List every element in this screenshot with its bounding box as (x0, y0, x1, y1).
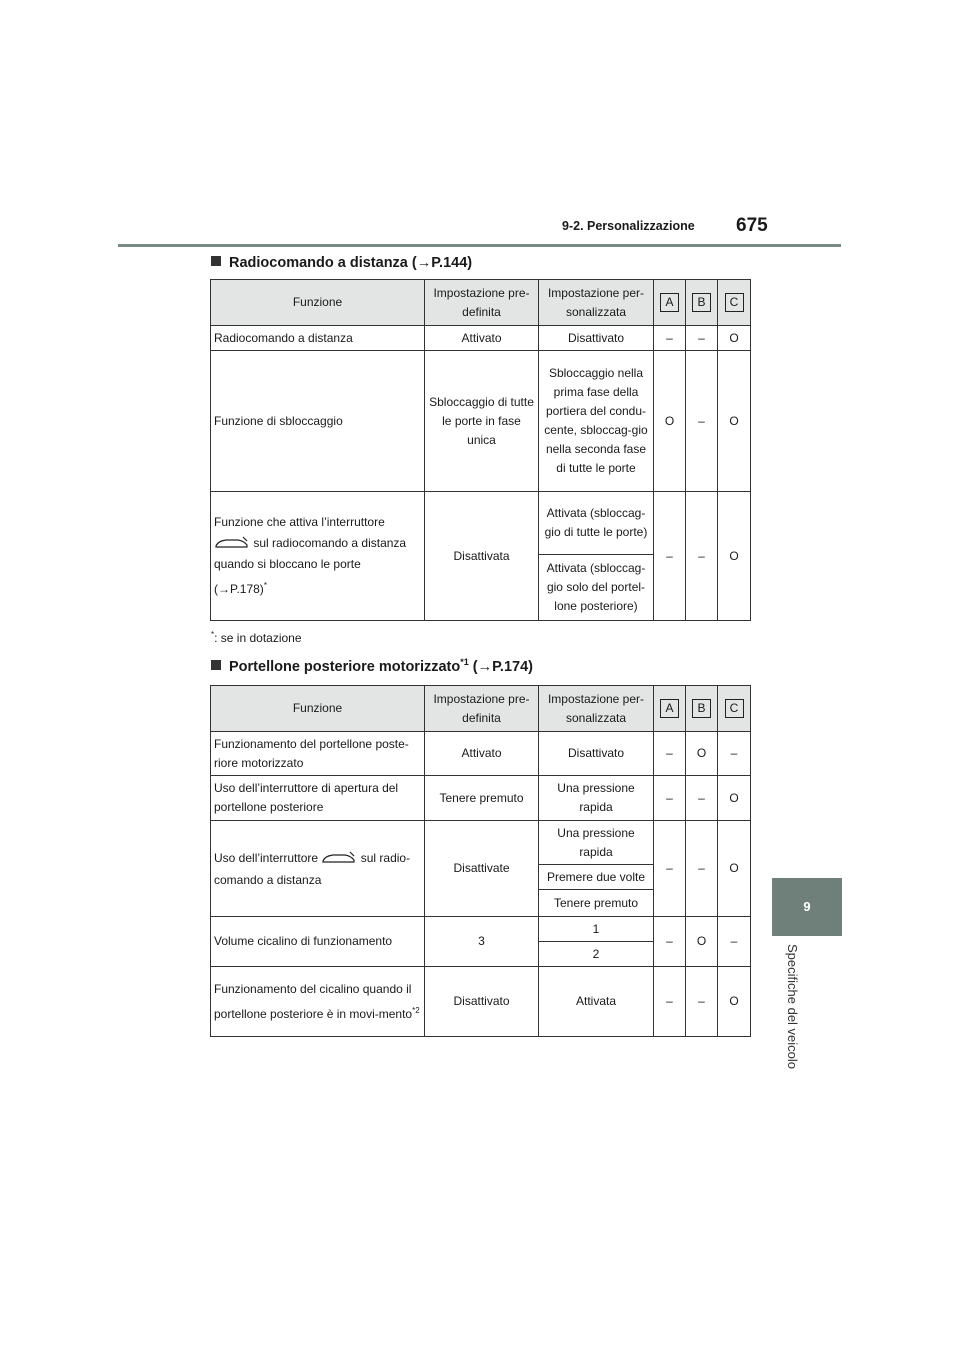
col-funzione: Funzione (211, 280, 425, 326)
col-b: B (686, 280, 718, 326)
table-row: Funzione di sbloccaggio Sbloccaggio di tutte le porte in fase unica Sbloccaggio nella prima fase della portiera del condu-cente, sbloccag-gio nella seconda fase di tutte le porte O – O (211, 351, 751, 492)
section-title-tailgate: Portellone posteriore motorizzato$^{*1}$ (→P.174) (211, 657, 533, 675)
col-a: A (654, 686, 686, 732)
col-default: Impostazione pre-definita (425, 280, 539, 326)
header-divider (118, 244, 841, 247)
bullet-square-icon (211, 660, 221, 670)
tailgate-key-icon (214, 535, 250, 549)
table-row: Uso dell’interruttore sul radio-comando a distanza Disattivate Una pressione rapida – – O (211, 821, 751, 865)
table-row: Tenere premuto (211, 890, 751, 917)
table-row: 2 (211, 942, 751, 967)
col-c: C (718, 686, 751, 732)
col-a: A (654, 280, 686, 326)
table-header-row (211, 686, 751, 732)
tailgate-key-icon (321, 850, 357, 864)
footnote: *: se in dotazione (211, 630, 302, 645)
chapter-tab[interactable]: 9 (772, 878, 842, 936)
table-row: Radiocomando a distanza Attivato Disattivato – – O (211, 326, 751, 351)
col-default: Impostazione pre-definita (425, 686, 539, 732)
section-title-remote: Radiocomando a distanza (→P.144) (211, 255, 472, 271)
col-custom: Impostazione per-sonalizzata (539, 280, 654, 326)
table-row: Funzionamento del cicalino quando il portellone posteriore è in movi-mento$^{*2}$ Disattivato Attivata – – O (211, 967, 751, 1037)
table-row: Attivata (sbloccag-gio solo del portel-lone posteriore) (211, 555, 751, 621)
table-tailgate-settings (210, 685, 751, 1037)
chapter-label: Specifiche del veicolo (785, 944, 800, 1070)
col-c: C (718, 280, 751, 326)
table-row: Funzione che attiva l’interruttore sul radiocomando a distanza quando si bloccano le porte (→P.178)* Disattivata Attivata (sbloccag-gio di tutte le porte) – – O (211, 492, 751, 555)
col-b: B (686, 686, 718, 732)
table-row: Uso dell’interruttore di apertura del portellone posteriore Tenere premuto Una pressione rapida – – O (211, 776, 751, 821)
bullet-square-icon (211, 256, 221, 266)
table-header-row (211, 280, 751, 326)
page-number: 675 (736, 215, 768, 236)
section-heading: 9-2. Personalizzazione (562, 219, 695, 233)
table-row: Funzionamento del portellone poste-riore motorizzato Attivato Disattivato – O – (211, 732, 751, 776)
table-row: Premere due volte (211, 865, 751, 890)
col-custom: Impostazione per-sonalizzata (539, 686, 654, 732)
table-row: Volume cicalino di funzionamento 3 1 – O – (211, 917, 751, 942)
col-funzione: Funzione (211, 686, 425, 732)
table-remote-settings (210, 279, 751, 621)
